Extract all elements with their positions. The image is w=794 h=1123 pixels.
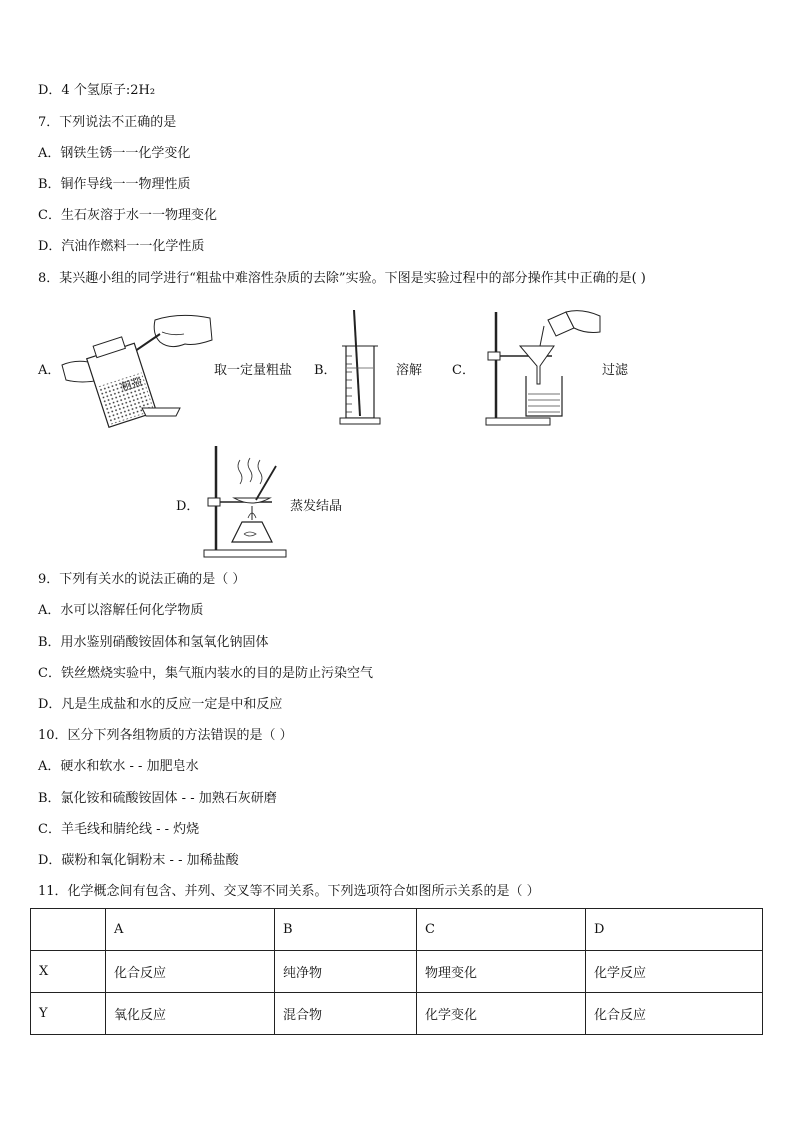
table-cell: 化合反应	[106, 951, 275, 993]
q11-stem: 11．化学概念间有包含、并列、交叉等不同关系。下列选项符合如图所示关系的是（ ）	[38, 884, 540, 899]
q10-stem: 10．区分下列各组物质的方法错误的是（ ）	[38, 728, 293, 743]
q7-option-b: B．铜作导线一一物理性质	[38, 177, 191, 192]
q7-option-a: A．钢铁生锈一一化学变化	[38, 146, 191, 161]
q10-option-d: D．碳粉和氧化铜粉末 - - 加稀盐酸	[38, 853, 239, 868]
q10-option-b: B．氯化铵和硫酸铵固体 - - 加熟石灰研磨	[38, 791, 277, 806]
q7-stem: 7．下列说法不正确的是	[38, 115, 177, 130]
table-row	[31, 993, 763, 1035]
q9-option-a: A．水可以溶解任何化学物质	[38, 603, 204, 618]
table-cell: X	[31, 951, 106, 993]
q9-option-d: D．凡是生成盐和水的反应一定是中和反应	[38, 697, 283, 712]
q10-option-c: C．羊毛线和腈纶线 - - 灼烧	[38, 822, 200, 837]
q8-figure-d-label: D．	[176, 499, 200, 514]
q7-option-d: D．汽油作燃料一一化学性质	[38, 239, 205, 254]
q10-option-a: A．硬水和软水 - - 加肥皂水	[38, 759, 199, 774]
table-row	[31, 951, 763, 993]
q9-option-b: B．用水鉴别硝酸铵固体和氢氧化钠固体	[38, 635, 269, 650]
table-cell: 物理变化	[417, 951, 586, 993]
filtration-illustration	[482, 306, 602, 430]
q9-stem: 9．下列有关水的说法正确的是（ ）	[38, 572, 246, 587]
q8-figure-b-caption: 溶解	[396, 363, 423, 378]
q9-option-c: C．铁丝燃烧实验中，集气瓶内装水的目的是防止污染空气	[38, 666, 373, 681]
table-cell: B	[275, 909, 417, 951]
table-cell: 氧化反应	[106, 993, 275, 1035]
table-cell: C	[417, 909, 586, 951]
q8-figure-a-label: A．	[38, 363, 61, 378]
dissolve-cylinder-illustration	[338, 306, 388, 428]
q7-option-c: C．生石灰溶于水一一物理变化	[38, 208, 217, 223]
table-cell: 化合反应	[586, 993, 763, 1035]
bottle-label-text: 粗盐	[119, 374, 145, 395]
table-cell: 化学反应	[586, 951, 763, 993]
q8-figure-b-label: B．	[314, 363, 337, 378]
q8-figure-c-caption: 过滤	[602, 363, 629, 378]
table-cell	[31, 909, 106, 951]
take-salt-illustration	[60, 310, 215, 430]
table-cell: Y	[31, 993, 106, 1035]
table-header-row	[31, 909, 763, 951]
q8-figure-c-label: C．	[452, 363, 475, 378]
table-cell: 纯净物	[275, 951, 417, 993]
q8-figure-a-caption: 取一定量粗盐	[214, 363, 293, 378]
q6-option-d: D．4 个氢原子:2H₂	[38, 83, 156, 98]
q11-options-table	[30, 908, 763, 1035]
table-cell: 化学变化	[417, 993, 586, 1035]
table-cell: D	[586, 909, 763, 951]
q8-stem: 8．某兴趣小组的同学进行“粗盐中难溶性杂质的去除”实验。下图是实验过程中的部分操作其中正确的是( )	[38, 271, 646, 286]
table-cell: 混合物	[275, 993, 417, 1035]
evaporation-illustration	[202, 442, 292, 560]
table-cell: A	[106, 909, 275, 951]
q8-figure-d-caption: 蒸发结晶	[290, 499, 343, 514]
